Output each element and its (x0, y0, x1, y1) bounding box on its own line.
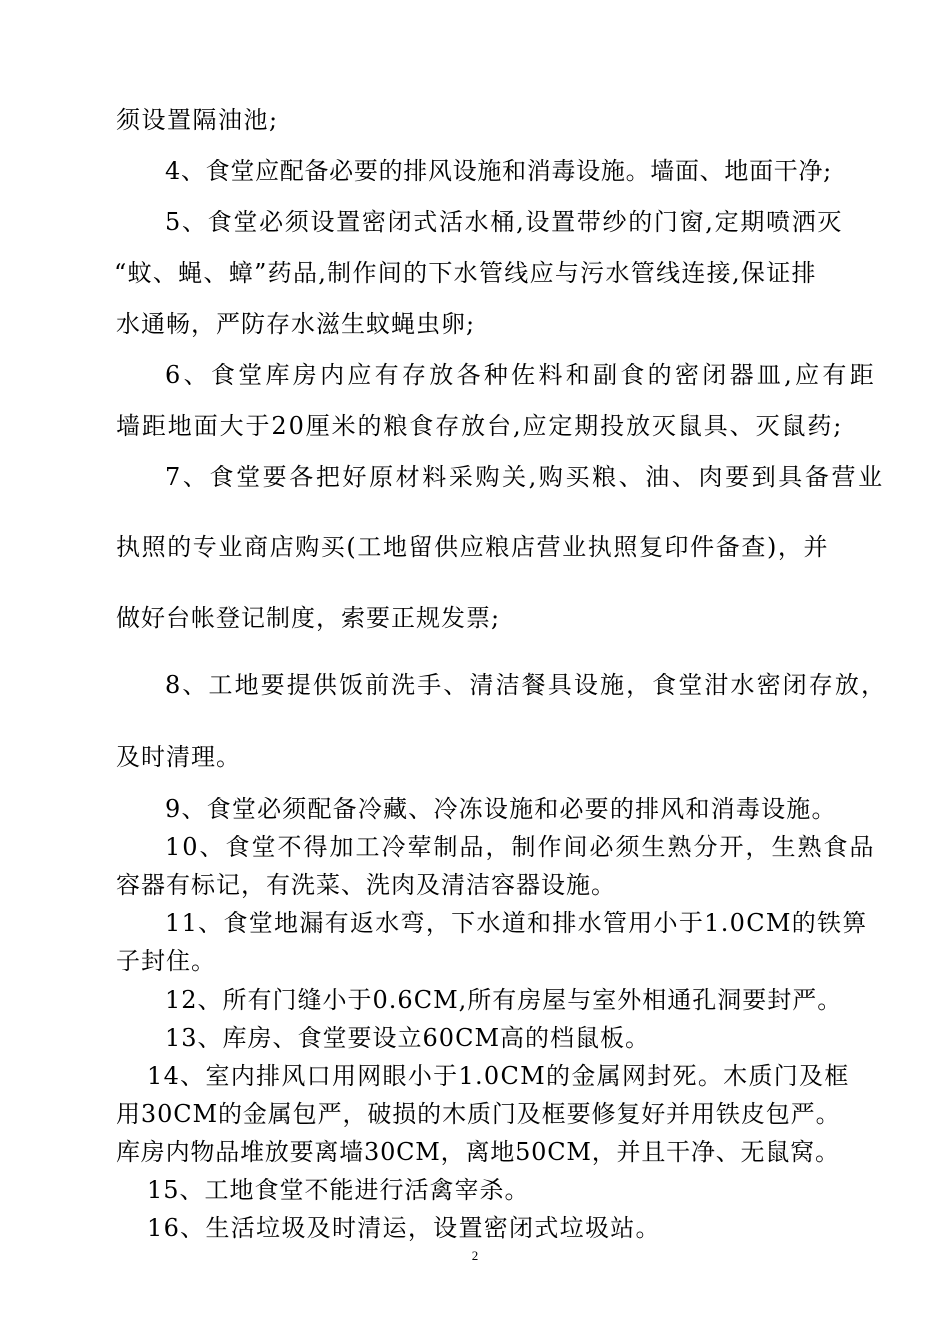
text-line-4: “蚊、蝇、蟑”药品,制作间的下水管线应与污水管线连接,保证排 (114, 259, 817, 287)
text-line-7: 墙距地面大于20厘米的粮食存放台,应定期投放灭鼠具、灭鼠药; (116, 412, 844, 440)
text-line-19: 13、库房、食堂要设立60CM高的档鼠板。 (165, 1024, 651, 1052)
text-line-8: 7、食堂要各把好原材料采购关,购买粮、油、肉要到具备营业 (165, 463, 885, 491)
text-line-22: 库房内物品堆放要离墙30CM，离地50CM，并且干净、无鼠窝。 (116, 1138, 840, 1166)
text-line-10: 做好台帐登记制度，索要正规发票; (116, 604, 501, 632)
text-line-18: 12、所有门缝小于0.6CM,所有房屋与室外相通孔洞要封严。 (165, 986, 843, 1014)
text-line-23: 15、工地食堂不能进行活禽宰杀。 (147, 1176, 530, 1204)
text-line-9: 执照的专业商店购买(工地留供应粮店营业执照复印件备查)，并 (116, 533, 830, 561)
text-line-13: 9、食堂必须配备冷藏、冷冻设施和必要的排风和消毒设施。 (165, 795, 837, 823)
text-line-11: 8、工地要提供饭前洗手、清洁餐具设施，食堂泔水密闭存放， (165, 671, 888, 699)
text-line-14: 10、食堂不得加工冷荤制品，制作间必须生熟分开，生熟食品 (165, 833, 876, 861)
text-line-15: 容器有标记，有洗菜、洗肉及清洁容器设施。 (116, 871, 616, 899)
text-line-5: 水通畅，严防存水滋生蚊蝇虫卵; (116, 310, 476, 338)
text-line-1: 须设置隔油池; (116, 106, 279, 134)
text-line-17: 子封住。 (116, 947, 216, 975)
page-number: 2 (471, 1248, 479, 1263)
text-line-21: 用30CM的金属包严，破损的木质门及框要修复好并用铁皮包严。 (116, 1100, 841, 1128)
text-line-16: 11、食堂地漏有返水弯，下水道和排水管用小于1.0CM的铁箅 (165, 909, 868, 937)
text-line-2: 4、食堂应配备必要的排风设施和消毒设施。墙面、地面干净; (165, 157, 832, 185)
text-line-3: 5、食堂必须设置密闭式活水桶,设置带纱的门窗,定期喷洒灭 (165, 208, 844, 236)
text-line-20: 14、室内排风口用网眼小于1.0CM的金属网封死。木质门及框 (147, 1062, 850, 1090)
text-line-12: 及时清理。 (116, 743, 241, 771)
text-line-24: 16、生活垃圾及时清运，设置密闭式垃圾站。 (147, 1214, 661, 1242)
text-line-6: 6、食堂库房内应有存放各种佐料和副食的密闭器皿,应有距 (165, 361, 877, 389)
